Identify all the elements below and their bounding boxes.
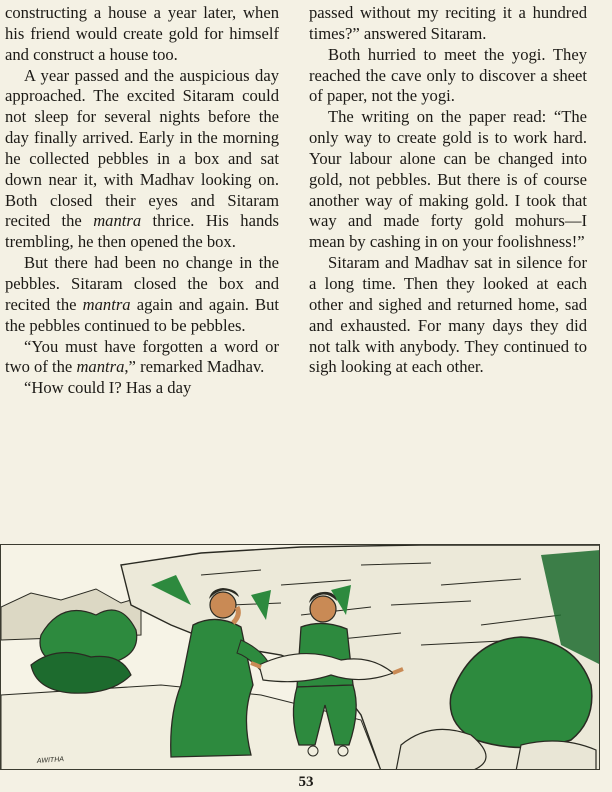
page-number: 53 xyxy=(298,774,314,790)
story-illustration xyxy=(0,544,600,770)
left-paragraph-5: “How could I? Has a day xyxy=(24,378,192,398)
right-column xyxy=(309,3,587,378)
left-paragraph-2: A year passed and the auspicious day approached. The excited Sitaram could not sleep for several nights before the day finally arrived. Early in the morning he collected pebbles in a box and sat down near it, with Madhav looking on. Both closed their eyes and Sitaram recited the mantra thrice. His hands trembling, he then opened the box. xyxy=(5,65,279,252)
right-paragraph-2: Both hurried to meet the yogi. They reached the cave only to discover a sheet of paper, not the yogi. xyxy=(309,44,587,106)
mantra-word: mantra xyxy=(76,357,125,377)
right-paragraph-4: Sitaram and Madhav sat in silence for a long time. Then they looked at each other and sighed and returned home, sad and exhausted. For many days they did not talk with anybody. They continued to sigh looking at each other. xyxy=(309,253,587,377)
mantra-word: mantra xyxy=(82,294,131,314)
mantra-word: mantra xyxy=(93,211,142,231)
illustration-scene xyxy=(1,545,600,770)
left-paragraph-1: constructing a house a year later, when his friend would create gold for himself and construct a house too. xyxy=(5,3,279,64)
right-paragraph-3: The writing on the paper read: “The only way to create gold is to work hard. Your labour alone can be changed into gold, not pebbles. But there is of course another way of making gold. I took that way and made forty gold mohurs—I mean by cashing in on your foolishness!” xyxy=(309,107,587,252)
left-column xyxy=(5,3,279,399)
artist-signature: AWITHA xyxy=(36,756,65,765)
left-paragraph-4: “You must have forgotten a word or two of the mantra,” remarked Madhav. xyxy=(5,336,279,377)
left-paragraph-3: But there had been no change in the pebbles. Sitaram closed the box and recited the mantra again and again. But the pebbles continued to be pebbles. xyxy=(5,253,279,335)
right-paragraph-1: passed without my reciting it a hundred times?” answered Sitaram. xyxy=(309,3,587,43)
